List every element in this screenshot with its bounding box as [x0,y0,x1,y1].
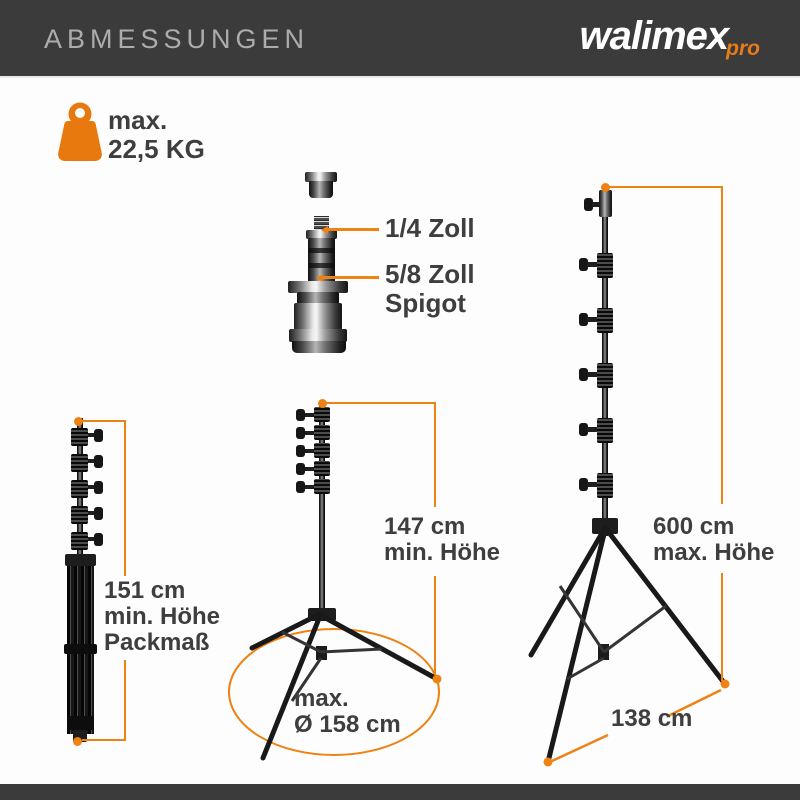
max-dim-label [653,514,774,566]
max-knob [587,317,597,322]
weight-icon [52,100,108,166]
max-load-line2: 22,5 KG [108,134,205,164]
footprint-label [294,686,401,738]
packed-dim-dot-bottom [73,737,82,746]
max-collar [597,363,613,388]
footprint-line2: Ø 158 cm [294,711,401,738]
packed-collar [71,454,88,472]
min-stand-column [294,402,352,618]
max-stand-mount [599,190,612,217]
min-knob [296,463,305,475]
packed-dim-line-lower [124,660,126,741]
min-dim-tick-top [326,402,436,404]
max-dim-line-upper [721,186,723,504]
max-dim-line2: max. Höhe [653,539,775,566]
spigot-label [385,260,475,318]
spigot-label-line2: Spigot [385,288,466,318]
base-width-dot [544,758,553,767]
header-bar [0,0,800,78]
min-collar [314,443,330,458]
min-dim-dot-bottom [433,675,442,684]
packed-collar [71,532,88,550]
packed-dim-tick-bottom [82,739,126,741]
max-dim-line1: 600 cm [653,513,735,540]
max-knob [592,202,600,207]
min-collar [314,407,330,422]
footprint-line1: max. [294,685,349,712]
min-dim-line-lower [434,576,436,675]
min-knob [305,467,314,471]
base-width-line-left [552,735,608,761]
max-knob [587,372,597,377]
packed-dim-tick-top [82,420,126,422]
spigot-groove-2 [308,263,335,268]
spigot-label-line1: 5/8 Zoll [385,259,475,289]
max-collar [597,473,613,498]
max-stand-column [578,186,630,536]
packed-collar [71,428,88,446]
max-collar [597,253,613,278]
min-knob [296,427,305,439]
max-dim-tick-top [609,186,723,188]
brand-logo [580,14,762,59]
min-knob [305,413,314,417]
packed-dim-line1: 151 cm [104,577,186,604]
packed-dim-line3: Packmaß [104,629,210,656]
packed-dim-line-upper [124,420,126,576]
max-knob [587,427,597,432]
spigot-line [322,276,379,279]
packed-collar [71,480,88,498]
brand-logo-text: walimex [579,14,729,58]
max-knob [587,262,597,267]
min-dim-line1: 147 cm [384,513,466,540]
base-width-label: 138 cm [611,705,693,732]
spigot-groove-1 [308,248,335,253]
min-dim-label [384,514,500,566]
packed-collar [71,506,88,524]
min-knob [296,445,305,457]
max-knob [587,482,597,487]
min-dim-line-upper [434,402,436,507]
spigot-base-bottom [292,341,346,353]
min-knob [296,481,305,493]
packed-knob [94,481,103,494]
max-collar [597,308,613,333]
packed-knob [94,533,103,546]
packed-leg-hub [65,554,96,566]
packed-foot [67,716,94,730]
max-collar [597,418,613,443]
max-dim-line-lower [721,573,723,681]
quarter-inch-line [327,228,379,231]
quarter-inch-label: 1/4 Zoll [385,213,475,243]
packed-knob [94,429,103,442]
packed-dim-line2: min. Höhe [104,603,221,630]
packed-leg-collar [64,644,97,654]
footer-bar [0,784,800,800]
min-collar [314,425,330,440]
spigot-base-body [294,303,342,330]
max-load-line1: max. [108,105,168,135]
packed-knob [94,455,103,468]
max-load-label [108,106,205,164]
packed-knob [94,507,103,520]
min-knob [305,431,314,435]
min-knob [296,409,305,421]
min-collar [314,461,330,476]
packed-dim-label [104,578,220,656]
min-knob [305,485,314,489]
brand-logo-suffix: pro [726,37,760,60]
min-dim-line2: min. Höhe [384,539,501,566]
min-knob [305,449,314,453]
min-collar [314,479,330,494]
page-title: ABMESSUNGEN [44,24,310,54]
spigot-cap-body [309,181,333,198]
